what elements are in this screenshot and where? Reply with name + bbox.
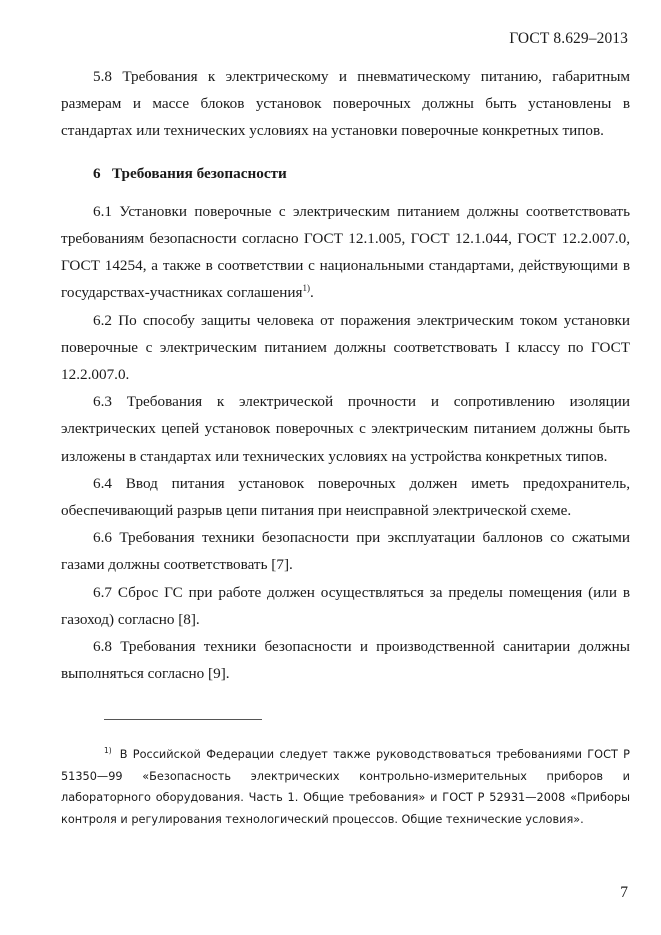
paragraph-text: По способу защиты человека от поражения электрическим током установки поверочные с электрическим питанием должны соответствовать I классу по ГОСТ 12.2.007.0. <box>61 311 631 384</box>
paragraph-6-1 <box>61 198 630 307</box>
paragraph-number: 6.2 <box>93 311 112 329</box>
paragraph-text: Установки поверочные с электрическим питанием должны соответствовать требованиям безопасности согласно ГОСТ 12.1.005, ГОСТ 12.1.044, ГОСТ 12.2.007.0, ГОСТ 14254, а также в соответствии с национальными стандартами, действующими в государствах-участниках соглашения <box>61 202 630 302</box>
footnote-mark: 1) <box>104 746 112 756</box>
paragraph-number: 6.7 <box>93 583 112 601</box>
footnote-divider <box>104 719 262 720</box>
paragraph-number: 6.1 <box>93 202 112 220</box>
paragraph-number: 6.8 <box>93 638 112 656</box>
paragraph-6-3 <box>61 388 630 470</box>
page-content <box>61 63 630 687</box>
paragraph-6-4 <box>61 470 630 524</box>
section-title: Требования безопасности <box>111 164 287 182</box>
paragraph-6-6 <box>61 524 630 578</box>
paragraph-text: Требования техники безопасности и производственной санитарии должны выполняться согласно [9]. <box>61 638 631 683</box>
paragraph-number: 6.6 <box>93 529 112 547</box>
footnote-text: В Российской Федерации следует также руководствоваться требованиями ГОСТ Р 51350—99 «Безопасность электрических контрольно-измерительных приборов и лабораторного оборудования. Часть 1. Общие требования» и ГОСТ Р 52931—2008 «Приборы контроля и регулирования технологический процессов. Общие технические условия». <box>61 748 630 826</box>
footnote <box>61 744 630 830</box>
section-number: 6 <box>93 164 101 182</box>
paragraph-6-2 <box>61 307 630 389</box>
paragraph-text: Сброс ГС при работе должен осуществляться за пределы помещения (или в газоход) согласно [8]. <box>61 583 630 628</box>
paragraph-tail: . <box>309 284 314 302</box>
paragraph-6-7 <box>61 579 630 633</box>
paragraph-text: Требования техники безопасности при эксплуатации баллонов со сжатыми газами должны соответствовать [7]. <box>61 529 630 574</box>
paragraph-number: 6.4 <box>93 474 112 492</box>
paragraph-text: Ввод питания установок поверочных должен иметь предохранитель, обеспечивающий разрыв цепи питания при неисправной электрической схеме. <box>61 474 630 520</box>
page-number: 7 <box>620 884 628 901</box>
paragraph-5-8 <box>61 63 630 145</box>
standard-code-header: ГОСТ 8.629–2013 <box>509 30 628 47</box>
paragraph-text: Требования к электрическому и пневматическому питанию, габаритным размерам и массе блоков установок поверочных должны быть установлены в стандартах или технических условиях на установки поверочные конкретных типов. <box>61 68 631 140</box>
paragraph-number: 5.8 <box>93 68 112 85</box>
footnote-reference[interactable]: 1) <box>302 283 310 294</box>
paragraph-number: 6.3 <box>93 393 112 411</box>
paragraph-6-8 <box>61 633 630 687</box>
section-6-heading <box>61 160 630 187</box>
paragraph-text: Требования к электрической прочности и сопротивлению изоляции электрических цепей установок поверочных с электрическим питанием должны быть изложены в стандартах или технических условиях на устройства конкретных типов. <box>61 393 631 465</box>
